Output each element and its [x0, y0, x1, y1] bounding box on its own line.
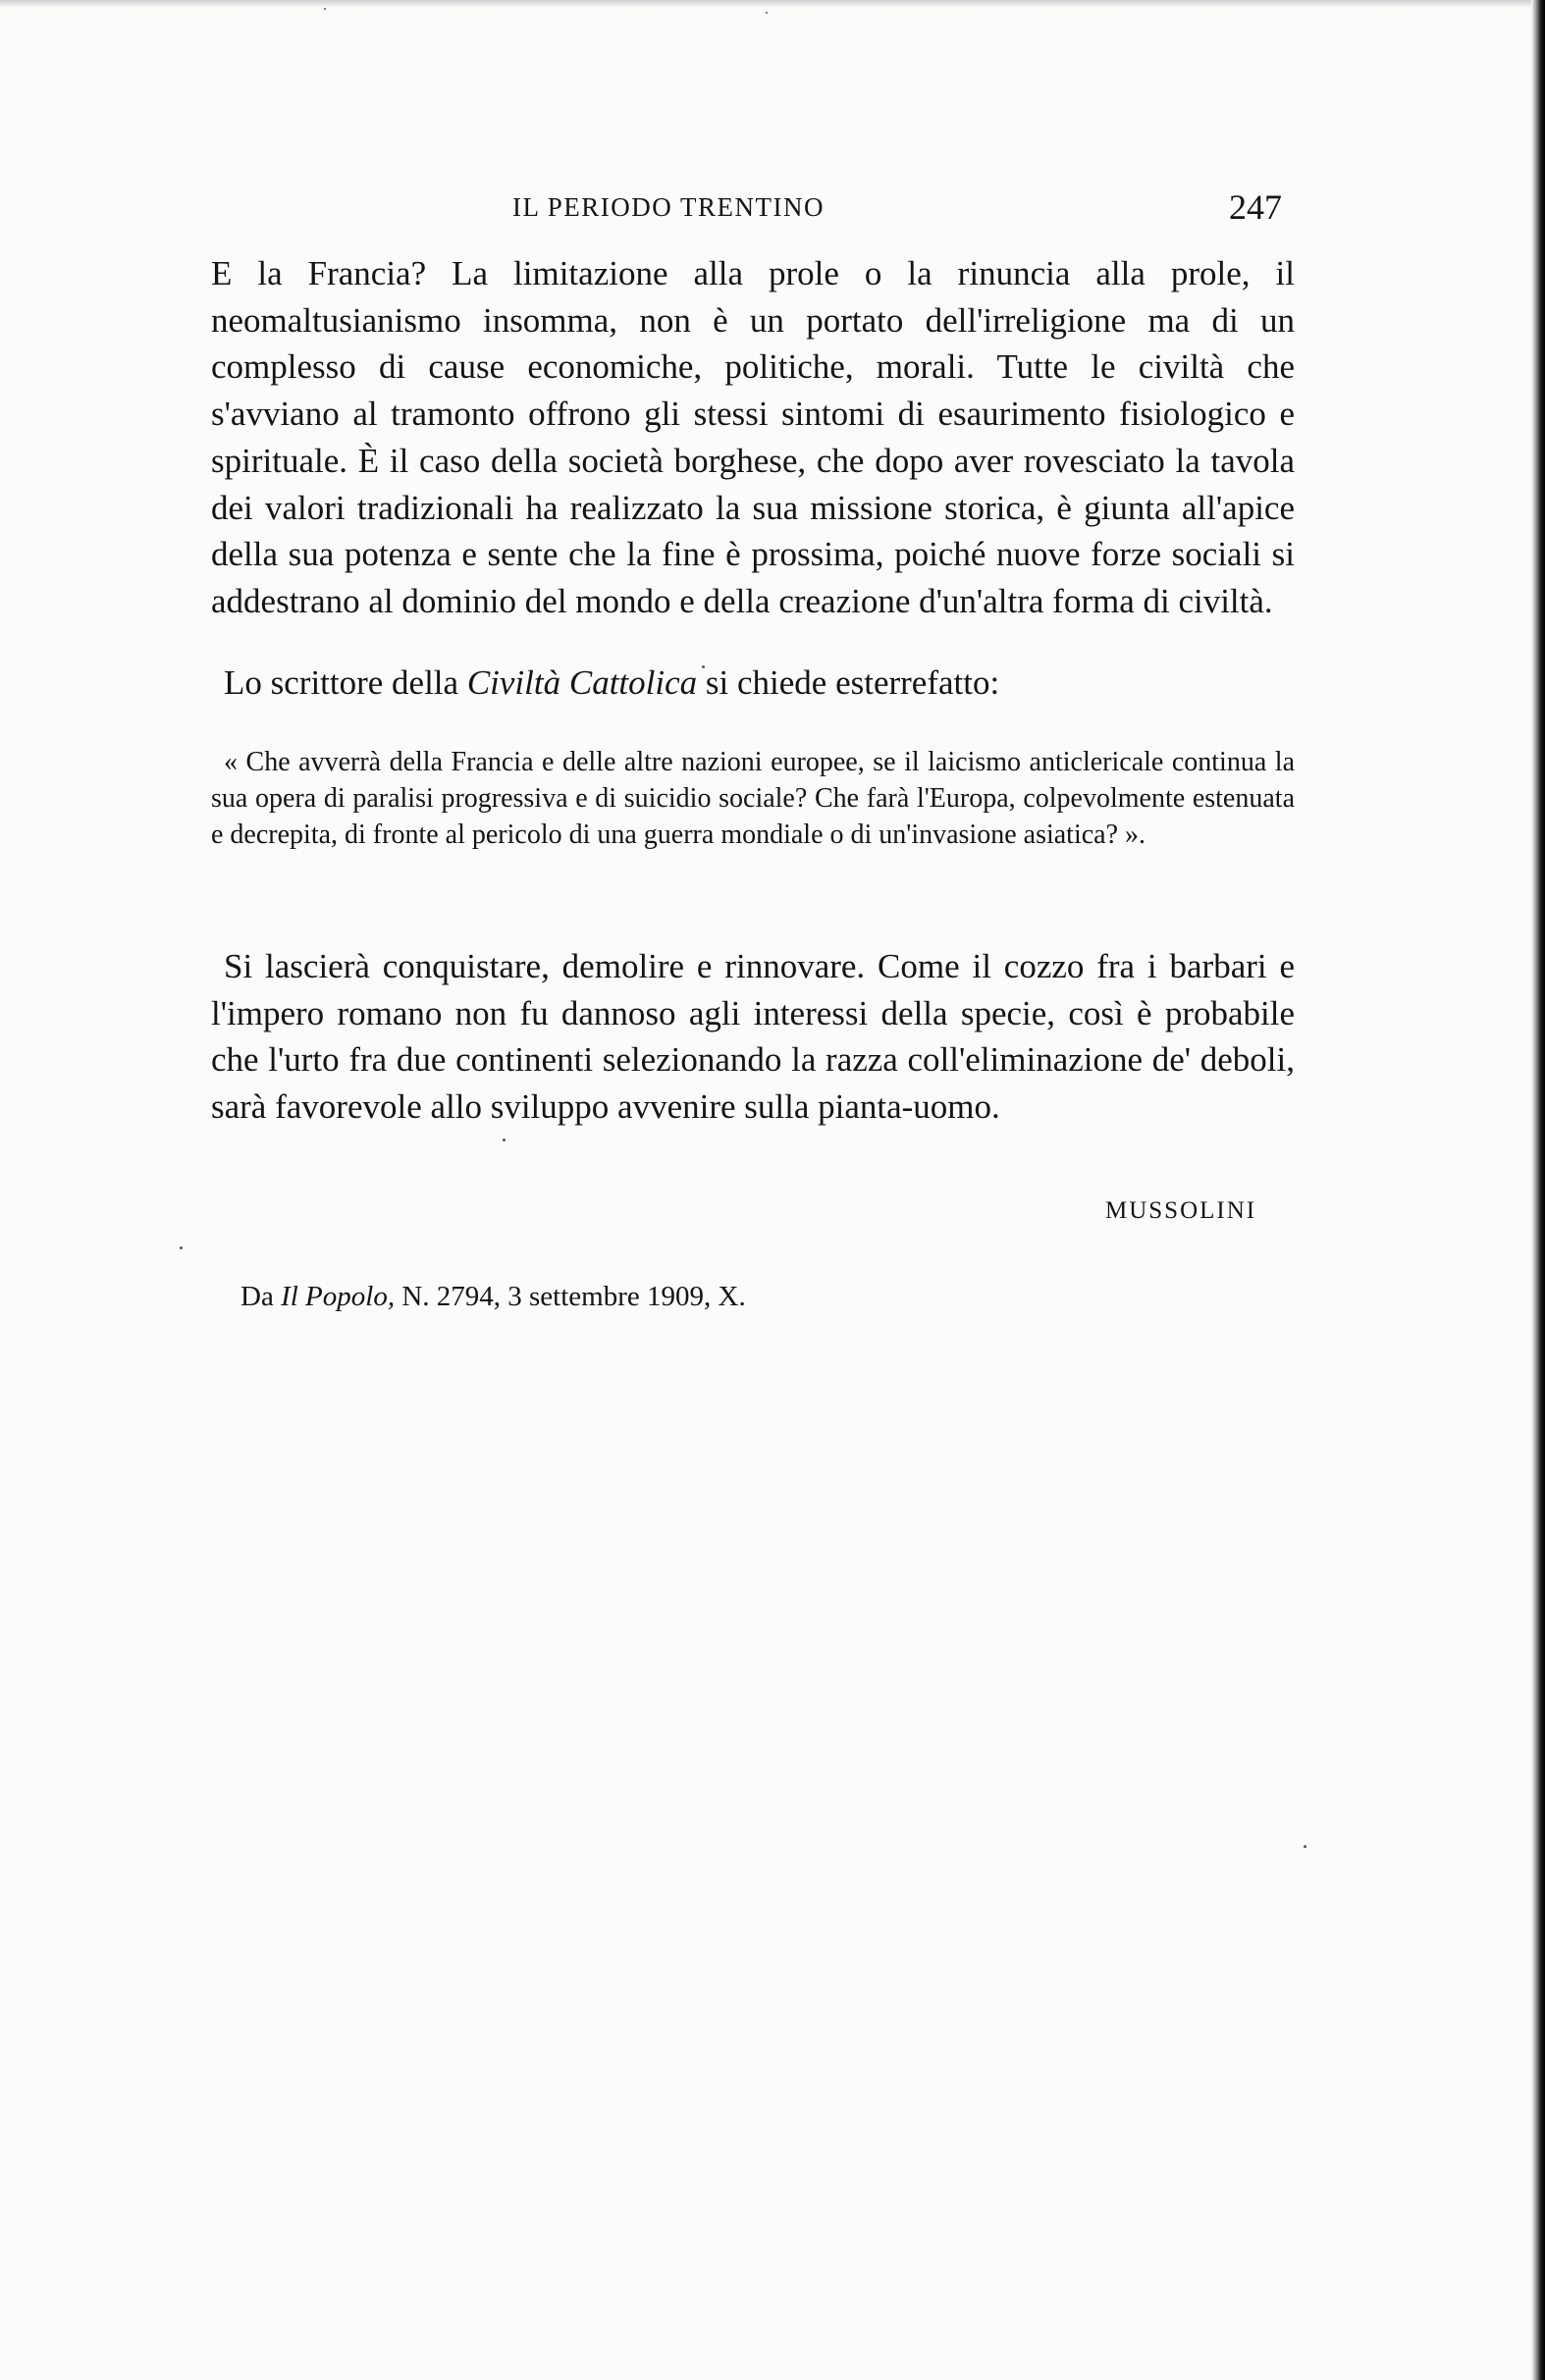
source-citation — [240, 1281, 746, 1313]
page-right-edge — [1531, 0, 1545, 2380]
quotation-text: « Che avverrà della Francia e delle altre nazioni europee, se il laicismo anticlericale continua la sua opera di paralisi progressiva e di suicidio sociale? Che farà l'Europa, colpevolmente estenuata e decrepita, di fronte al pericolo di una guerra mondiale o di un'invasione asiatica? ». — [211, 747, 1295, 850]
page-number: 247 — [1229, 187, 1282, 227]
paragraph — [211, 943, 1295, 1131]
page-top-edge — [0, 0, 1545, 8]
block-quotation — [211, 744, 1295, 853]
citation-prefix: Da — [240, 1281, 282, 1312]
paragraph: E la Francia? La limitazione alla prole o la rinuncia alla prole, il neomaltusianismo insomma, non è un portato dell'irreligione ma di un complesso di cause economiche, politiche, morali. Tutte le civiltà che s'avviano al tramonto offrono gli stessi sintomi di esaurimento fisiologico e spirituale. È il caso della società borghese, che dopo aver rovesciato la tavola dei valori tradizionali ha realizzato la sua missione storica, è giunta all'apice della sua potenza e sente che la fine è prossima, poiché nuove forze sociali si addestrano al dominio del mondo e della creazione d'un'altra forma di civiltà. — [211, 254, 1295, 620]
citation-details: N. 2794, 3 settembre 1909, X. — [395, 1281, 746, 1312]
journal-title: Civiltà Cattolica — [466, 663, 698, 702]
paragraph-intro-quote — [211, 660, 1295, 707]
paragraph-text: Lo scrittore della — [224, 663, 467, 702]
paragraph-text: Si lascierà conquistare, demolire e rinnovare. Come il cozzo fra i barbari e l'impero romano non fu dannoso agli interessi della specie, così è probabile che l'urto fra due continenti selezionando la razza coll'eliminazione de' deboli, sarà favorevole allo sviluppo avvenire sulla pianta-uomo. — [211, 947, 1295, 1127]
author-signature: MUSSOLINI — [1105, 1197, 1257, 1224]
publication-title: Il Popolo, — [281, 1281, 396, 1312]
running-head: IL PERIODO TRENTINO — [512, 192, 825, 222]
paragraph-text: si chiede esterrefatto: — [697, 663, 1000, 702]
